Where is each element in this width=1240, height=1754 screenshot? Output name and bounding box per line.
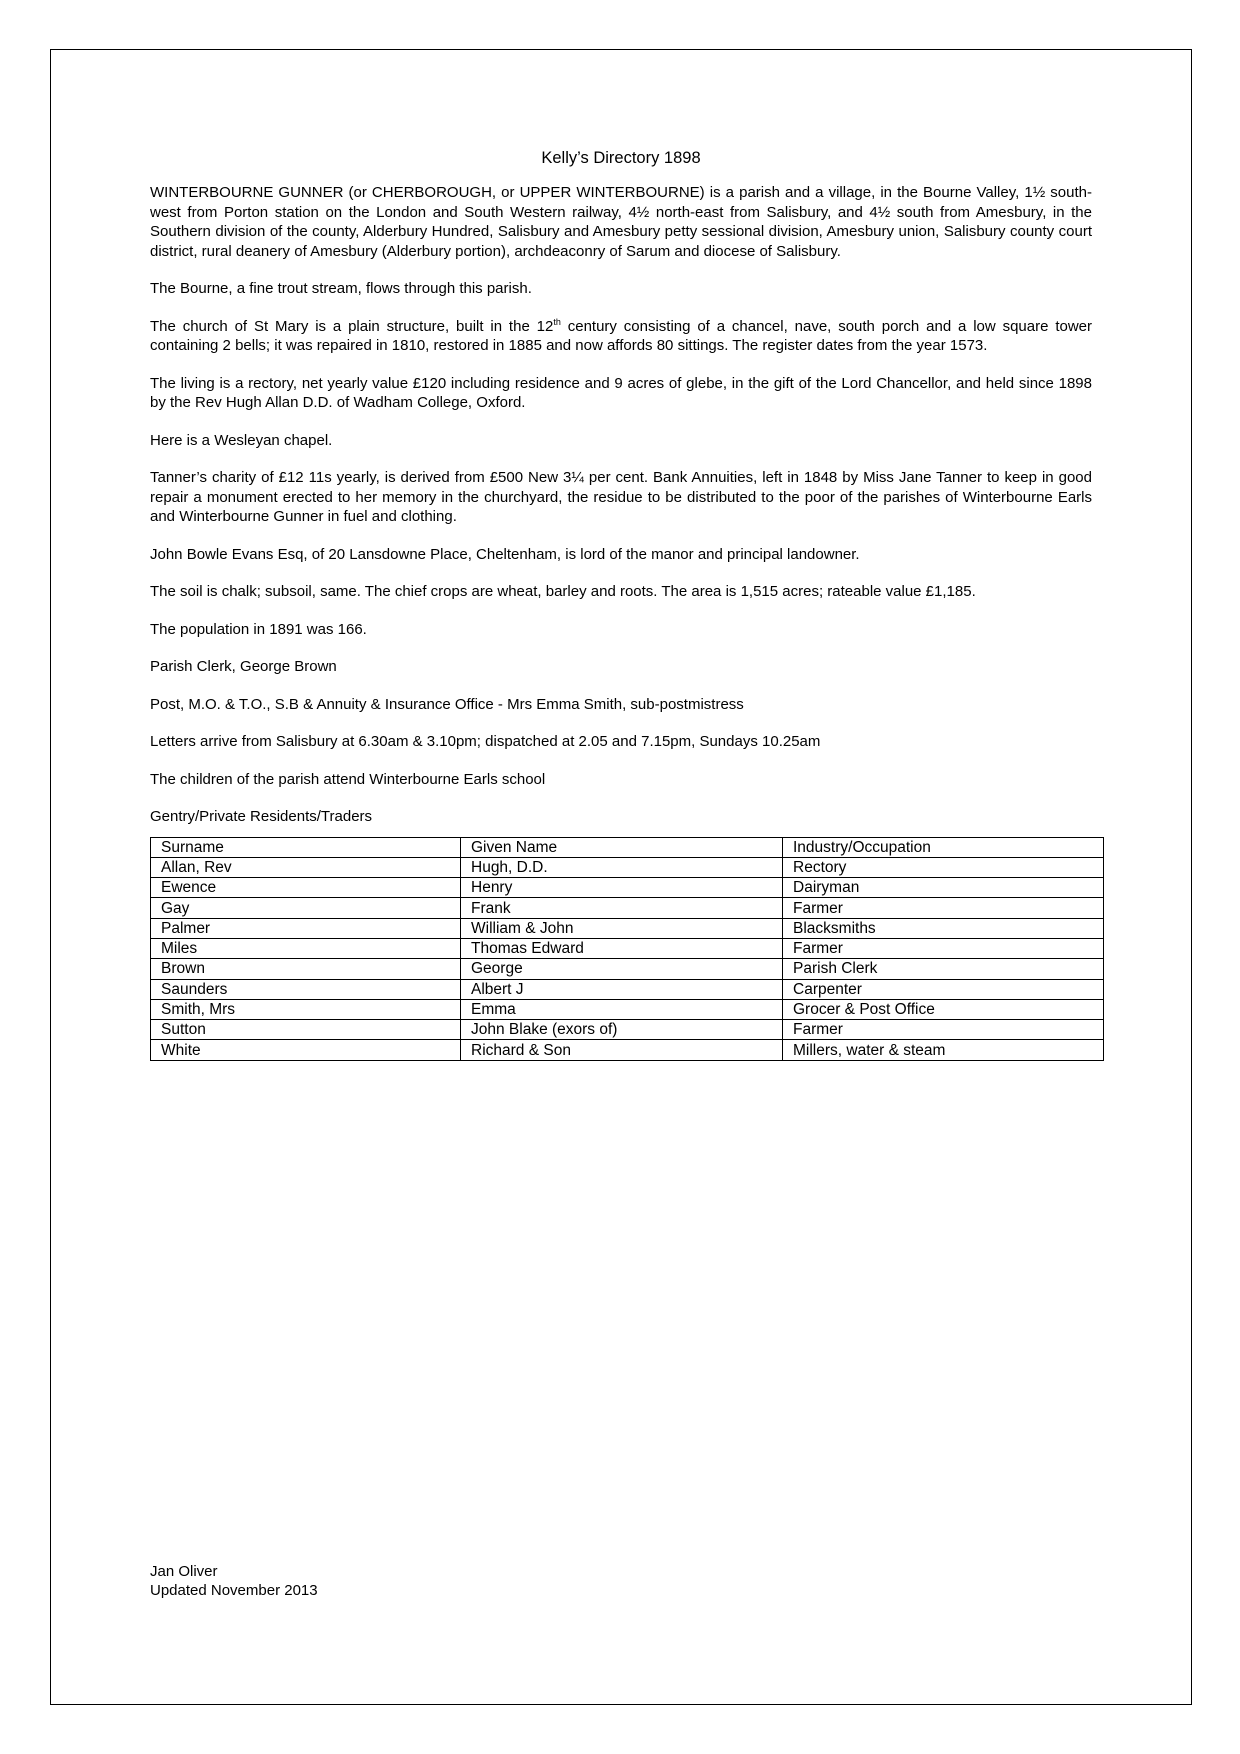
footer-updated: Updated November 2013 [150, 1582, 318, 1599]
bourne-paragraph: The Bourne, a fine trout stream, flows through this parish. [150, 280, 532, 297]
cell-surname: Gay [151, 898, 461, 918]
clerk-paragraph: Parish Clerk, George Brown [150, 658, 337, 675]
cell-given-name: Albert J [461, 979, 783, 999]
population-paragraph: The population in 1891 was 166. [150, 620, 367, 638]
cell-given-name: Frank [461, 898, 783, 918]
charity-paragraph: Tanner’s charity of £12 11s yearly, is derived from £500 New 3¼ per cent. Bank Annuities, left in 1848 by Miss Jane Tanner to keep in good repair a monument erected to her memory in the churchyard, the residue to be distributed to the poor of the parishes of Winterbourne Earls and Winterbourne Gunner in fuel and clothing. [150, 469, 1092, 525]
cell-given-name: Hugh, D.D. [461, 857, 783, 877]
cell-occupation: Farmer [783, 1020, 1104, 1040]
cell-given-name: Emma [461, 999, 783, 1019]
cell-surname: Miles [151, 938, 461, 958]
cell-given-name: John Blake (exors of) [461, 1020, 783, 1040]
cell-given-name: Henry [461, 878, 783, 898]
cell-occupation: Rectory [783, 857, 1104, 877]
footer [150, 1562, 318, 1600]
cell-given-name: Thomas Edward [461, 938, 783, 958]
cell-surname: Ewence [151, 878, 461, 898]
church-superscript: th [553, 316, 561, 327]
cell-surname: Brown [151, 959, 461, 979]
cell-occupation: Grocer & Post Office [783, 999, 1104, 1019]
manor-paragraph: John Bowle Evans Esq, of 20 Lansdowne Place, Cheltenham, is lord of the manor and principal landowner. [150, 545, 860, 563]
table-row [151, 959, 1104, 979]
cell-occupation: Dairyman [783, 878, 1104, 898]
cell-surname: Palmer [151, 918, 461, 938]
letters-paragraph: Letters arrive from Salisbury at 6.30am & 3.10pm; dispatched at 2.05 and 7.15pm, Sundays 10.25am [150, 733, 821, 750]
cell-surname: Smith, Mrs [151, 999, 461, 1019]
table-row [151, 898, 1104, 918]
cell-occupation: Millers, water & steam [783, 1040, 1104, 1060]
header-given-name: Given Name [461, 837, 783, 857]
cell-surname: White [151, 1040, 461, 1060]
cell-occupation: Farmer [783, 938, 1104, 958]
post-office-paragraph: Post, M.O. & T.O., S.B & Annuity & Insurance Office - Mrs Emma Smith, sub-postmistress [150, 695, 744, 713]
residents-heading: Gentry/Private Residents/Traders [150, 808, 373, 825]
cell-given-name: George [461, 959, 783, 979]
church-text-2: century consisting of a chancel, nave, south porch and a low square tower containing 2 bells; it was repaired in 1810, restored in 1885 and now affords 80 sittings. The register dates from the year 1573. [150, 317, 1092, 354]
header-occupation: Industry/Occupation [783, 837, 1104, 857]
header-surname: Surname [151, 837, 461, 857]
intro-paragraph: WINTERBOURNE GUNNER (or CHERBOROUGH, or UPPER WINTERBOURNE) is a parish and a village, in the Bourne Valley, 1½ south-west from Porton station on the London and South Western railway, 4½ north-east from Salisbury, and 4½ south from Amesbury, in the Southern division of the county, Alderbury Hundred, Salisbury and Amesbury petty sessional division, Amesbury union, Salisbury county court district, rural deanery of Amesbury (Alderbury portion), archdeaconry of Sarum and diocese of Salisbury. [150, 184, 1092, 260]
table-row [151, 999, 1104, 1019]
table-row [151, 878, 1104, 898]
cell-surname: Allan, Rev [151, 857, 461, 877]
table-row [151, 1040, 1104, 1060]
table-row [151, 938, 1104, 958]
table-row [151, 857, 1104, 877]
cell-given-name: Richard & Son [461, 1040, 783, 1060]
soil-paragraph: The soil is chalk; subsoil, same. The chief crops are wheat, barley and roots. The area is 1,515 acres; rateable value £1,185. [150, 583, 976, 600]
chapel-paragraph: Here is a Wesleyan chapel. [150, 431, 333, 449]
school-paragraph: The children of the parish attend Winterbourne Earls school [150, 770, 546, 788]
cell-surname: Sutton [151, 1020, 461, 1040]
cell-occupation: Parish Clerk [783, 959, 1104, 979]
cell-occupation: Farmer [783, 898, 1104, 918]
church-text-1: The church of St Mary is a plain structure, built in the 12 [150, 317, 554, 335]
document-body [150, 148, 1092, 1061]
footer-author: Jan Oliver [150, 1563, 218, 1580]
cell-surname: Saunders [151, 979, 461, 999]
cell-occupation: Carpenter [783, 979, 1104, 999]
table-row [151, 918, 1104, 938]
living-paragraph: The living is a rectory, net yearly value £120 including residence and 9 acres of glebe, in the gift of the Lord Chancellor, and held since 1898 by the Rev Hugh Allan D.D. of Wadham College, Oxford. [150, 374, 1092, 411]
church-paragraph [150, 317, 1092, 356]
table-row [151, 979, 1104, 999]
cell-occupation: Blacksmiths [783, 918, 1104, 938]
document-title: Kelly’s Directory 1898 [541, 149, 701, 167]
table-header-row [151, 837, 1104, 857]
residents-table [150, 837, 1104, 1061]
table-row [151, 1020, 1104, 1040]
cell-given-name: William & John [461, 918, 783, 938]
